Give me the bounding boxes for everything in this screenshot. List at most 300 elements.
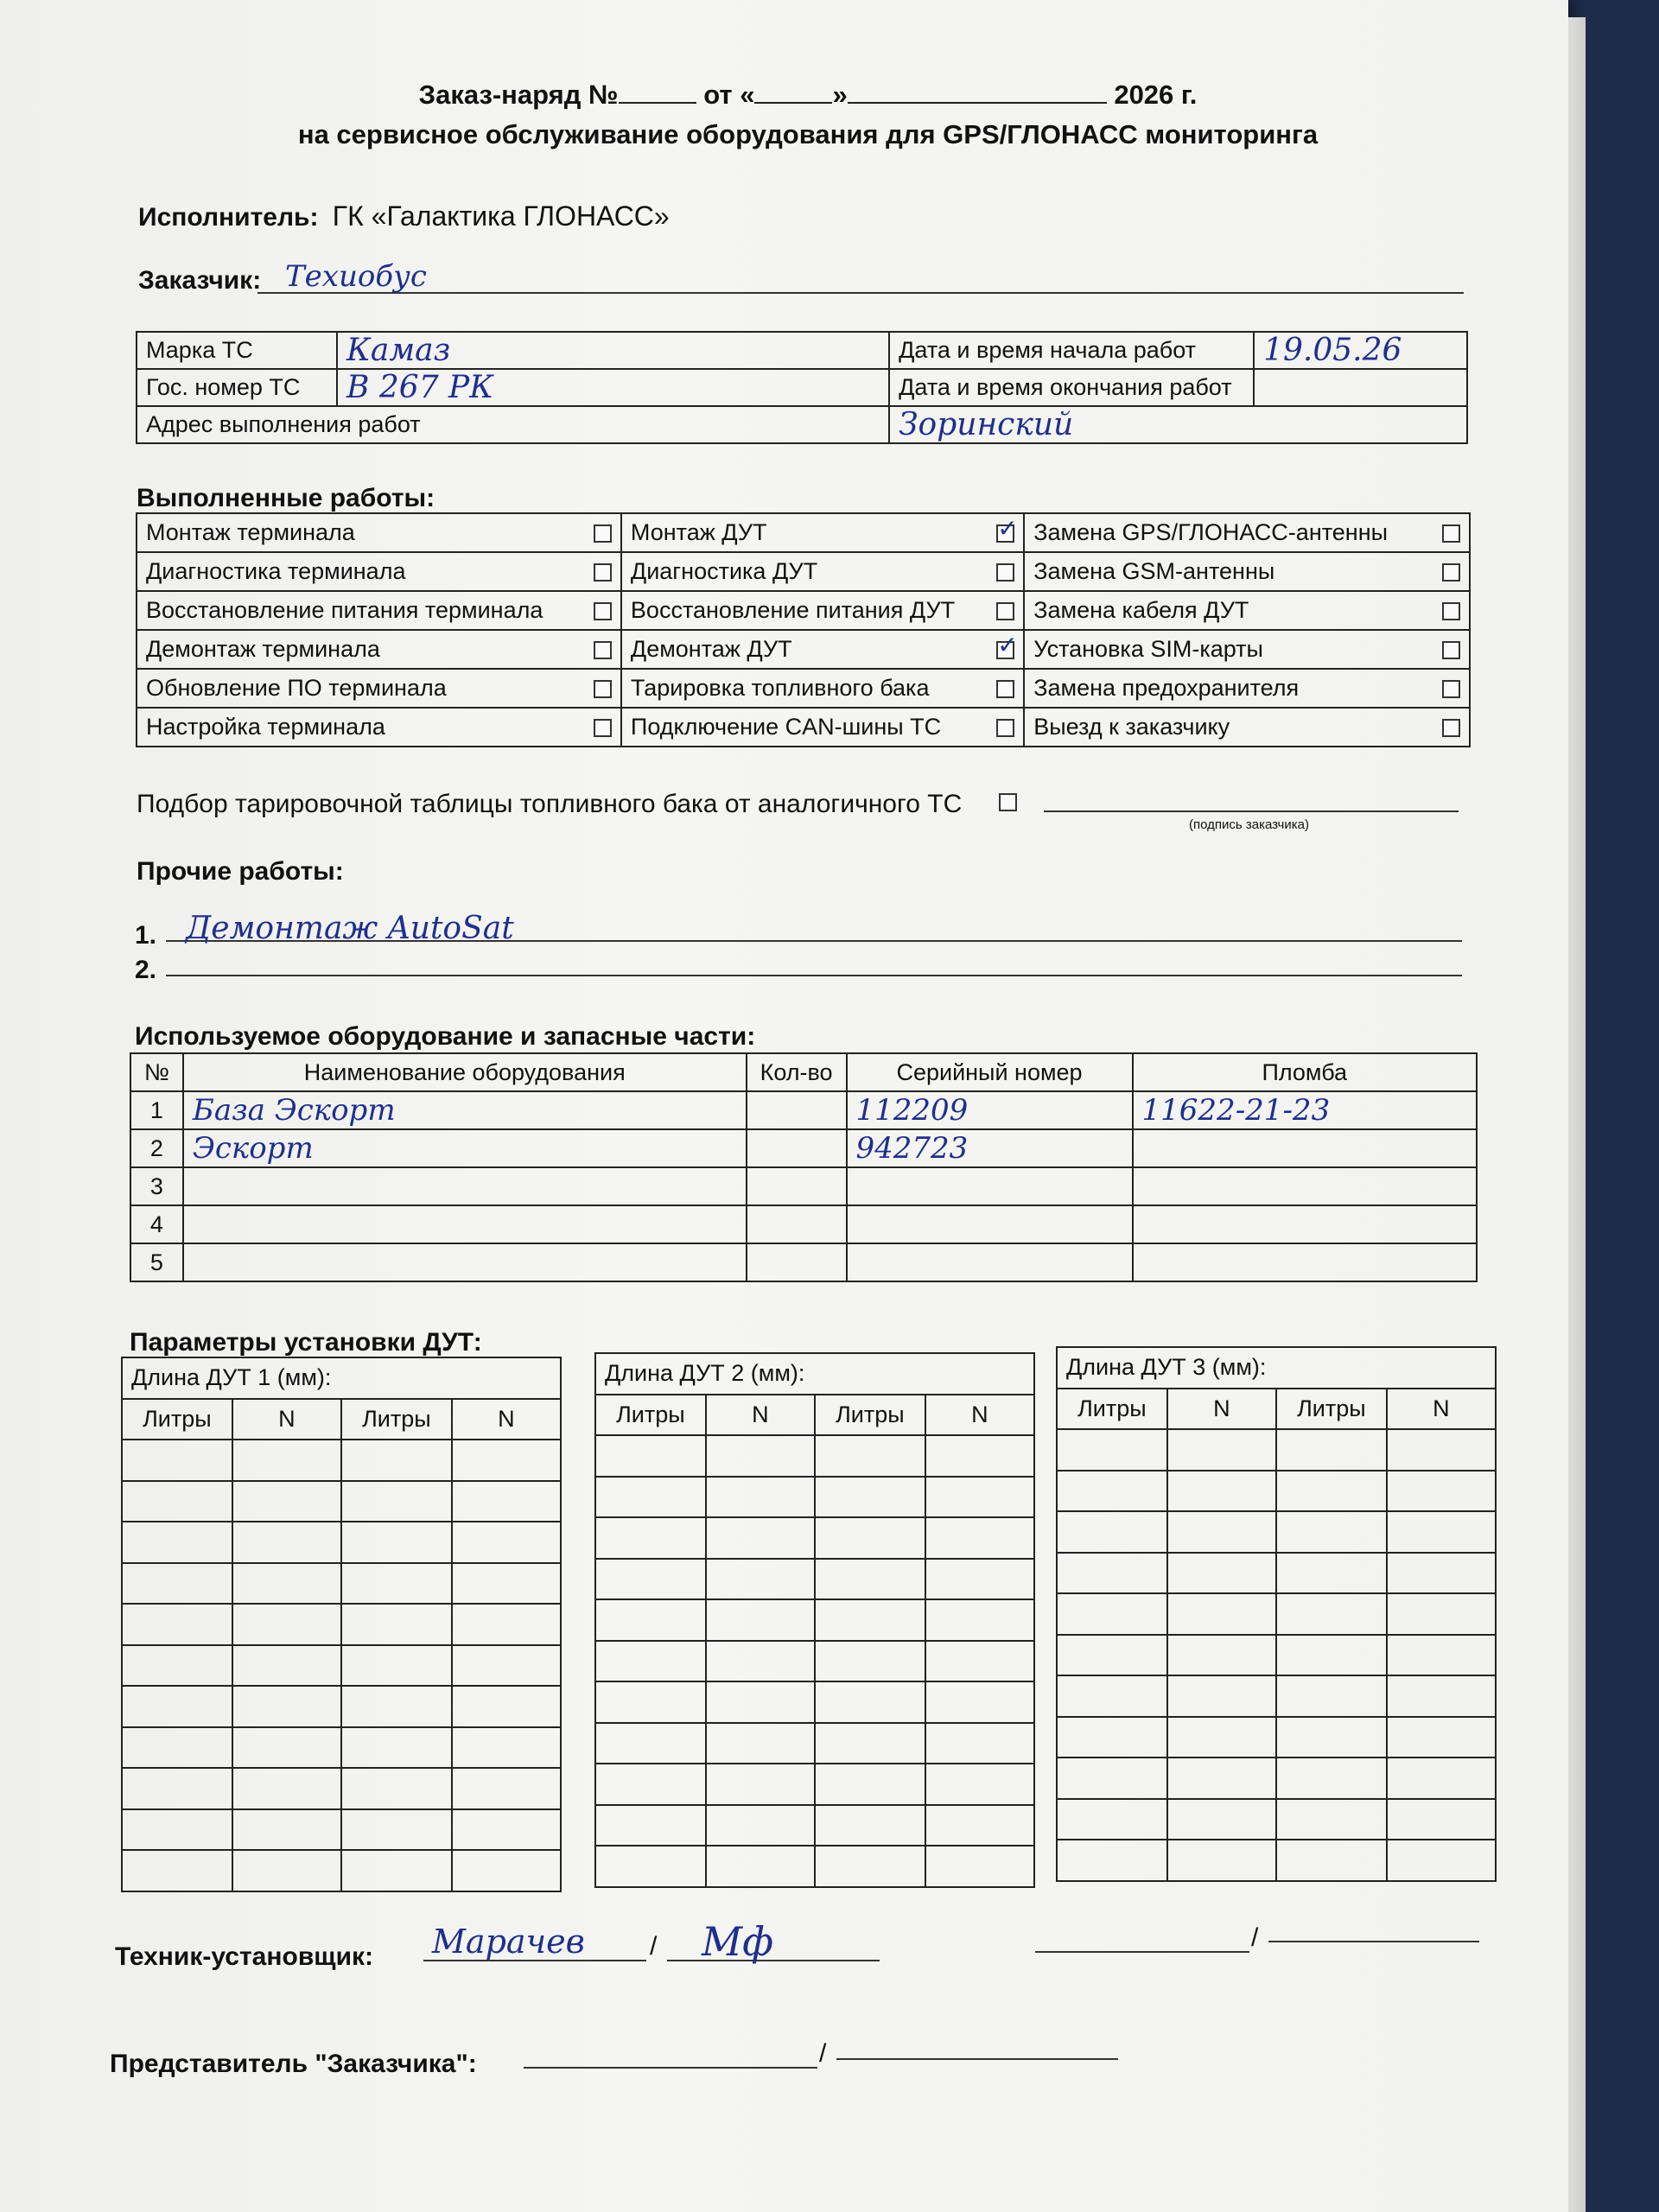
dut-cell[interactable]	[232, 1686, 341, 1727]
dut-cell[interactable]	[595, 1599, 706, 1641]
dut-cell[interactable]	[341, 1481, 452, 1522]
equipment-header-row	[130, 1053, 1477, 1091]
equipment-name-value: База Эскорт	[192, 1093, 396, 1128]
dut-cell[interactable]	[1057, 1758, 1167, 1799]
dut-header-row	[122, 1399, 561, 1440]
right-slash: /	[1251, 1923, 1259, 1952]
work-item-checkbox[interactable]	[1442, 602, 1460, 620]
dut-cell[interactable]	[1167, 1717, 1276, 1758]
work-item-checkbox-cell	[594, 630, 621, 669]
dut-cell[interactable]	[706, 1805, 815, 1847]
equipment-column-header: Кол-во	[747, 1053, 847, 1091]
dut-cell[interactable]	[1276, 1675, 1387, 1717]
dut-cell[interactable]	[925, 1559, 1034, 1600]
table-row	[595, 1723, 1034, 1764]
dut-column-header: Литры	[815, 1395, 925, 1436]
executor-value: ГК «Галактика ГЛОНАСС»	[332, 200, 670, 232]
dut-cell[interactable]	[452, 1809, 561, 1851]
dut-cell[interactable]	[1387, 1553, 1496, 1594]
dut-cell[interactable]	[815, 1805, 925, 1847]
table-row	[595, 1764, 1034, 1805]
dut-cell[interactable]	[232, 1809, 341, 1851]
equipment-cell	[747, 1167, 847, 1205]
end-label: Дата и время окончания работ	[889, 369, 1254, 406]
table-row	[595, 1559, 1034, 1600]
document-subtitle: на сервисное обслуживание оборудования для GPS/ГЛОНАСС мониторинга	[297, 119, 1319, 149]
dut-column-header: N	[452, 1399, 561, 1440]
customer-line	[257, 292, 1464, 294]
work-item-label: Диагностика ДУТ	[621, 552, 996, 591]
dut-cell[interactable]	[925, 1517, 1034, 1559]
dut-cell[interactable]	[1276, 1593, 1387, 1635]
work-item-checkbox[interactable]	[1442, 719, 1460, 737]
table-row	[1057, 1717, 1496, 1758]
dut-cell[interactable]	[706, 1641, 815, 1682]
end-value-cell	[1254, 369, 1467, 406]
dut-caption: Длина ДУТ 1 (мм):	[122, 1357, 561, 1399]
customer-rep-label: Представитель "Заказчика":	[110, 2050, 477, 2078]
dut-cell[interactable]	[1387, 1429, 1496, 1471]
dut-cell[interactable]	[232, 1481, 341, 1522]
dut-cell[interactable]	[1057, 1799, 1167, 1840]
equipment-cell	[1133, 1129, 1477, 1167]
works-row	[137, 513, 1470, 552]
equipment-serial-value: 942723	[855, 1131, 969, 1166]
dut-cell[interactable]	[452, 1686, 561, 1727]
dut-cell[interactable]	[122, 1645, 232, 1687]
dut-cell[interactable]	[815, 1723, 925, 1764]
dut-cell[interactable]	[925, 1764, 1034, 1805]
equipment-cell	[847, 1243, 1133, 1281]
dut-cell[interactable]	[1387, 1471, 1496, 1512]
equipment-serial-value: 112209	[855, 1093, 969, 1128]
dut-cell[interactable]	[452, 1850, 561, 1891]
dut-caption-row	[122, 1357, 561, 1399]
dut-cell[interactable]	[1387, 1675, 1496, 1717]
dut-cell[interactable]	[1387, 1635, 1496, 1676]
dut-cell[interactable]	[706, 1764, 815, 1805]
table-row	[122, 1686, 561, 1727]
dut-heading: Параметры установки ДУТ:	[130, 1328, 482, 1357]
dut-cell[interactable]	[1167, 1675, 1276, 1717]
table-row	[130, 1243, 1477, 1281]
table-row	[122, 1563, 561, 1605]
number-blank	[619, 79, 696, 104]
dut-column-header: Литры	[595, 1395, 706, 1436]
work-item-label: Замена GPS/ГЛОНАСС-антенны	[1024, 513, 1442, 552]
dut-cell[interactable]	[1276, 1840, 1387, 1881]
dut-cell[interactable]	[706, 1599, 815, 1641]
work-item-label: Замена предохранителя	[1024, 669, 1442, 708]
dut-cell[interactable]	[341, 1645, 452, 1687]
right-sign-line-2	[1268, 1941, 1479, 1942]
table-row	[1057, 1840, 1496, 1881]
table-row	[595, 1477, 1034, 1518]
dut-cell[interactable]	[122, 1440, 232, 1481]
dut-cell[interactable]	[1057, 1717, 1167, 1758]
dut-cell[interactable]	[1057, 1675, 1167, 1717]
table-row	[122, 1809, 561, 1851]
works-row	[137, 552, 1470, 591]
dut-cell[interactable]	[1167, 1635, 1276, 1676]
work-item-checkbox-cell	[1442, 630, 1470, 669]
work-item-checkbox[interactable]	[1442, 641, 1460, 659]
dut-cell[interactable]	[452, 1727, 561, 1769]
title-number-label: Заказ-наряд №	[418, 79, 619, 110]
dut-column-header: N	[925, 1395, 1034, 1436]
dut-cell[interactable]	[1276, 1429, 1387, 1471]
works-row	[137, 591, 1470, 630]
work-item-label: Выезд к заказчику	[1024, 708, 1442, 747]
dut-cell[interactable]	[925, 1846, 1034, 1887]
work-item-checkbox[interactable]	[594, 524, 612, 543]
customer-value: Техиобус	[285, 259, 427, 294]
other-work-1-value: Демонтаж AutoSat	[186, 911, 514, 946]
dut-header-row	[1057, 1389, 1496, 1430]
dut-column-header: N	[1387, 1389, 1496, 1430]
table-row	[1057, 1675, 1496, 1717]
work-item-label: Демонтаж ДУТ	[621, 630, 996, 669]
customer-signature-line	[1044, 810, 1459, 812]
dut-cell[interactable]	[122, 1686, 232, 1727]
equipment-cell	[847, 1091, 1133, 1129]
table-row	[122, 1604, 561, 1645]
dut-cell[interactable]	[122, 1481, 232, 1522]
dut-cell[interactable]	[232, 1604, 341, 1645]
dut-cell[interactable]	[925, 1477, 1034, 1518]
equipment-seal-value: 11622-21-23	[1141, 1093, 1331, 1128]
work-item-checkbox-cell	[996, 630, 1024, 669]
dut-cell[interactable]	[1387, 1593, 1496, 1635]
dut-cell[interactable]	[1387, 1840, 1496, 1881]
work-item-checkbox[interactable]	[1442, 680, 1460, 698]
start-label: Дата и время начала работ	[889, 332, 1254, 369]
dut-cell[interactable]	[1276, 1553, 1387, 1594]
dut-cell[interactable]	[1057, 1840, 1167, 1881]
dut-cell[interactable]	[815, 1641, 925, 1682]
work-item-checkbox-cell	[594, 708, 621, 747]
work-item-checkbox[interactable]	[594, 641, 612, 659]
dut-cell[interactable]	[1276, 1471, 1387, 1512]
signature-caption: (подпись заказчика)	[1189, 817, 1309, 832]
dut-cell[interactable]	[1167, 1511, 1276, 1553]
dut-cell[interactable]	[1057, 1429, 1167, 1471]
equipment-column-header: Серийный номер	[847, 1053, 1133, 1091]
equipment-column-header: №	[130, 1053, 183, 1091]
tariff-checkbox[interactable]	[999, 793, 1017, 811]
dut-cell[interactable]	[1167, 1758, 1276, 1799]
table-row	[1057, 1758, 1496, 1799]
dut-cell[interactable]	[452, 1522, 561, 1563]
equipment-cell	[1133, 1205, 1477, 1243]
dut-caption: Длина ДУТ 2 (мм):	[595, 1353, 1034, 1395]
technician-label: Техник-установщик:	[115, 1942, 374, 1971]
dut-cell[interactable]	[341, 1809, 452, 1851]
work-item-checkbox-cell	[1442, 669, 1470, 708]
dut-cell[interactable]	[122, 1768, 232, 1809]
dut-cell[interactable]	[815, 1764, 925, 1805]
dut-cell[interactable]	[341, 1727, 452, 1769]
equipment-cell	[183, 1129, 747, 1167]
equipment-cell	[847, 1129, 1133, 1167]
dut-cell[interactable]	[1387, 1799, 1496, 1840]
other-work-2-line	[166, 975, 1462, 976]
dut-cell[interactable]	[1167, 1553, 1276, 1594]
dut-cell[interactable]	[1057, 1553, 1167, 1594]
document-title	[0, 79, 1616, 111]
dut-cell[interactable]	[595, 1641, 706, 1682]
paper-stack-edge	[1568, 17, 1586, 2212]
dut-cell[interactable]	[706, 1846, 815, 1887]
equipment-cell	[747, 1129, 847, 1167]
dut-cell[interactable]	[232, 1522, 341, 1563]
work-item-checkbox[interactable]	[996, 641, 1014, 659]
dut-cell[interactable]	[1057, 1511, 1167, 1553]
dut-cell[interactable]	[925, 1723, 1034, 1764]
dut-cell[interactable]	[232, 1563, 341, 1605]
dut-cell[interactable]	[706, 1477, 815, 1518]
dut-cell[interactable]	[1276, 1511, 1387, 1553]
dut-cell[interactable]	[595, 1805, 706, 1847]
work-item-checkbox[interactable]	[1442, 524, 1460, 543]
dut-cell[interactable]	[815, 1681, 925, 1723]
equipment-table	[130, 1052, 1478, 1282]
dut-caption-row	[595, 1353, 1034, 1395]
other-work-1-num: 1.	[135, 921, 157, 950]
table-row	[122, 1440, 561, 1481]
dut-cell[interactable]	[925, 1805, 1034, 1847]
dut-cell[interactable]	[706, 1435, 815, 1477]
dut-cell[interactable]	[595, 1517, 706, 1559]
dut-cell[interactable]	[1167, 1429, 1276, 1471]
dut-cell[interactable]	[815, 1846, 925, 1887]
dut-cell[interactable]	[122, 1522, 232, 1563]
equipment-name-value: Эскорт	[192, 1131, 314, 1166]
table-row	[130, 1205, 1477, 1243]
dut-cell[interactable]	[706, 1559, 815, 1600]
works-row	[137, 669, 1470, 708]
dut-cell[interactable]	[232, 1645, 341, 1687]
dut-cell[interactable]	[232, 1850, 341, 1891]
dut-cell[interactable]	[925, 1435, 1034, 1477]
dut-cell[interactable]	[122, 1604, 232, 1645]
dut-cell[interactable]	[1057, 1471, 1167, 1512]
dut-cell[interactable]	[122, 1850, 232, 1891]
dut-cell[interactable]	[122, 1727, 232, 1769]
work-item-label: Восстановление питания терминала	[137, 591, 594, 630]
table-row	[1057, 1799, 1496, 1840]
dut-cell[interactable]	[1276, 1758, 1387, 1799]
brand-value-cell	[337, 332, 889, 369]
dut-cell[interactable]	[1167, 1471, 1276, 1512]
dut-cell[interactable]	[341, 1604, 452, 1645]
equipment-cell: 1	[130, 1091, 183, 1129]
table-row	[130, 1129, 1477, 1167]
dut-caption: Длина ДУТ 3 (мм):	[1057, 1347, 1496, 1389]
equipment-cell	[1133, 1243, 1477, 1281]
work-item-checkbox[interactable]	[996, 563, 1014, 582]
dut-cell[interactable]	[1167, 1840, 1276, 1881]
plate-label: Гос. номер ТС	[137, 369, 337, 406]
work-item-checkbox[interactable]	[996, 524, 1014, 543]
dut-cell[interactable]	[452, 1481, 561, 1522]
equipment-cell: 5	[130, 1243, 183, 1281]
dut-cell[interactable]	[925, 1599, 1034, 1641]
executor-label: Исполнитель:	[138, 203, 319, 232]
dut-cell[interactable]	[1057, 1593, 1167, 1635]
equipment-cell: 3	[130, 1167, 183, 1205]
table-row	[595, 1681, 1034, 1723]
work-item-label: Замена кабеля ДУТ	[1024, 591, 1442, 630]
table-row	[130, 1091, 1477, 1129]
title-year: 2026 г.	[1114, 79, 1198, 110]
work-item-checkbox[interactable]	[594, 719, 612, 737]
dut-cell[interactable]	[815, 1435, 925, 1477]
table-row	[1057, 1511, 1496, 1553]
work-item-checkbox[interactable]	[594, 680, 612, 698]
work-item-label: Монтаж терминала	[137, 513, 594, 552]
equipment-cell: 4	[130, 1205, 183, 1243]
table-row	[1057, 1471, 1496, 1512]
dut-cell[interactable]	[1276, 1635, 1387, 1676]
plate-value-cell	[337, 369, 889, 406]
work-item-checkbox-cell	[996, 669, 1024, 708]
dut-cell[interactable]	[815, 1477, 925, 1518]
technician-slash: /	[650, 1932, 658, 1961]
dut-cell[interactable]	[341, 1768, 452, 1809]
dut-cell[interactable]	[452, 1440, 561, 1481]
dut-cell[interactable]	[706, 1517, 815, 1559]
dut-cell[interactable]	[706, 1723, 815, 1764]
equipment-cell	[1133, 1167, 1477, 1205]
work-item-checkbox[interactable]	[594, 602, 612, 620]
dut-cell[interactable]	[122, 1809, 232, 1851]
customer-label: Заказчик:	[138, 266, 262, 295]
table-row	[122, 1727, 561, 1769]
work-item-checkbox-cell	[1442, 552, 1470, 591]
equipment-cell	[747, 1243, 847, 1281]
work-item-label: Обновление ПО терминала	[137, 669, 594, 708]
dut-cell[interactable]	[1057, 1635, 1167, 1676]
dut-cell[interactable]	[595, 1846, 706, 1887]
work-item-label: Замена GSM-антенны	[1024, 552, 1442, 591]
dut-cell[interactable]	[1276, 1717, 1387, 1758]
work-item-checkbox[interactable]	[594, 563, 612, 582]
work-item-checkbox-cell	[1442, 591, 1470, 630]
dut-cell[interactable]	[595, 1764, 706, 1805]
work-item-checkbox-cell	[1442, 513, 1470, 552]
dut-cell[interactable]	[341, 1440, 452, 1481]
equipment-cell	[847, 1205, 1133, 1243]
dut-cell[interactable]	[815, 1559, 925, 1600]
dut-cell[interactable]	[341, 1686, 452, 1727]
dut-cell[interactable]	[815, 1517, 925, 1559]
work-item-checkbox[interactable]	[996, 719, 1014, 737]
other-work-2-num: 2.	[135, 956, 157, 984]
equipment-cell: 2	[130, 1129, 183, 1167]
title-from-label: от «	[703, 79, 755, 110]
dut-cell[interactable]	[595, 1681, 706, 1723]
work-item-label: Восстановление питания ДУТ	[621, 591, 996, 630]
dut-cell[interactable]	[815, 1599, 925, 1641]
equipment-heading: Используемое оборудование и запасные части:	[135, 1022, 756, 1051]
work-item-checkbox-cell	[594, 591, 621, 630]
dut-table-1	[121, 1357, 562, 1892]
table-row	[122, 1850, 561, 1891]
customer-rep-slash: /	[819, 2039, 827, 2068]
dut-cell[interactable]	[595, 1559, 706, 1600]
table-row	[595, 1435, 1034, 1477]
table-row	[1057, 1635, 1496, 1676]
dut-cell[interactable]	[452, 1604, 561, 1645]
plate-value: В 267 РК	[346, 370, 494, 405]
technician-signature: Мф	[702, 1918, 774, 1965]
work-item-checkbox[interactable]	[996, 680, 1014, 698]
dut-cell[interactable]	[1387, 1511, 1496, 1553]
technician-name: Марачев	[432, 1923, 585, 1961]
dut-cell[interactable]	[1387, 1758, 1496, 1799]
dut-cell[interactable]	[706, 1681, 815, 1723]
dut-cell[interactable]	[925, 1641, 1034, 1682]
dut-cell[interactable]	[1167, 1799, 1276, 1840]
dut-cell[interactable]	[595, 1723, 706, 1764]
dut-cell[interactable]	[452, 1563, 561, 1605]
table-row	[122, 1645, 561, 1687]
other-works-heading: Прочие работы:	[137, 857, 344, 886]
work-item-checkbox[interactable]	[996, 602, 1014, 620]
dut-header-row	[595, 1395, 1034, 1436]
table-row	[122, 1481, 561, 1522]
customer-rep-line-1	[524, 2067, 817, 2069]
works-heading: Выполненные работы:	[137, 484, 435, 512]
dut-cell[interactable]	[122, 1563, 232, 1605]
dut-cell[interactable]	[232, 1768, 341, 1809]
dut-cell[interactable]	[925, 1681, 1034, 1723]
dut-column-header: N	[706, 1395, 815, 1436]
dut-cell[interactable]	[452, 1645, 561, 1687]
tariff-label: Подбор тарировочной таблицы топливного бака от аналогичного ТС	[137, 790, 963, 818]
works-table	[136, 512, 1471, 747]
address-label: Адрес выполнения работ	[137, 406, 889, 443]
equipment-cell	[747, 1205, 847, 1243]
work-item-label: Диагностика терминала	[137, 552, 594, 591]
dut-cell[interactable]	[341, 1850, 452, 1891]
address-value-cell	[889, 406, 1467, 443]
table-row	[1057, 1429, 1496, 1471]
dut-cell[interactable]	[341, 1522, 452, 1563]
dut-cell[interactable]	[595, 1477, 706, 1518]
work-item-label: Установка SIM-карты	[1024, 630, 1442, 669]
dut-cell[interactable]	[341, 1563, 452, 1605]
works-row	[137, 708, 1470, 747]
dut-cell[interactable]	[1276, 1799, 1387, 1840]
table-row	[595, 1517, 1034, 1559]
table-row	[122, 1768, 561, 1809]
dut-cell[interactable]	[1387, 1717, 1496, 1758]
work-item-checkbox-cell	[996, 513, 1024, 552]
dut-column-header: N	[232, 1399, 341, 1440]
work-item-checkbox[interactable]	[1442, 563, 1460, 582]
equipment-cell	[183, 1243, 747, 1281]
dut-column-header: Литры	[122, 1399, 232, 1440]
dut-cell[interactable]	[452, 1768, 561, 1809]
dut-cell[interactable]	[232, 1727, 341, 1769]
dut-cell[interactable]	[232, 1440, 341, 1481]
dut-cell[interactable]	[595, 1435, 706, 1477]
title-quote-close: »	[832, 79, 848, 110]
dut-cell[interactable]	[1167, 1593, 1276, 1635]
dut-column-header: Литры	[341, 1399, 452, 1440]
